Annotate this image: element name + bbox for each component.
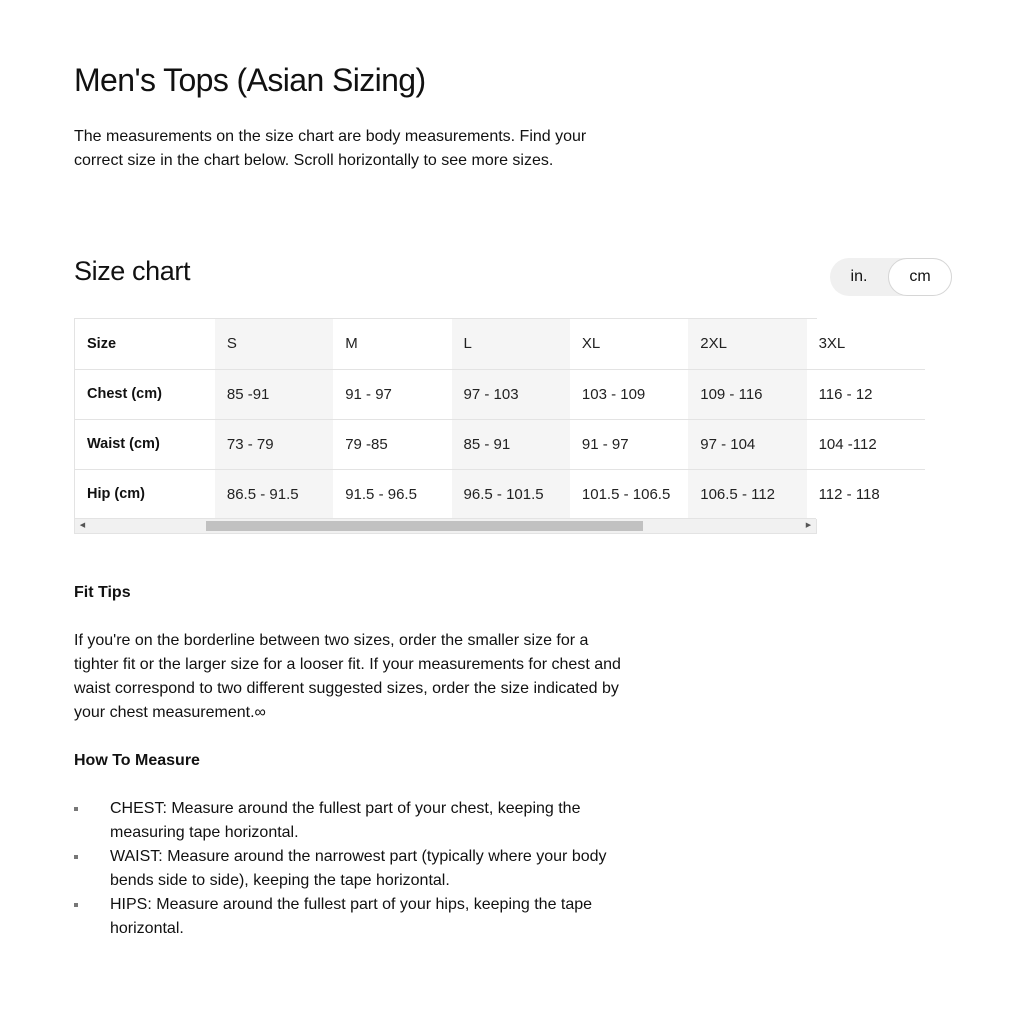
intro-text: The measurements on the size chart are body measurements. Find your correct size in the chart below. Scroll horizontally to see more sizes. — [74, 128, 587, 169]
table-cell: 116 - 12 — [807, 369, 925, 419]
size-chart-table-container[interactable] — [74, 318, 880, 534]
table-header-cell: L — [452, 319, 570, 369]
how-to-measure-list — [74, 797, 634, 941]
table-row-hip — [75, 469, 925, 519]
bullet-icon — [74, 807, 78, 811]
table-row-chest — [75, 369, 925, 419]
size-chart-table — [75, 319, 925, 519]
scroll-right-arrow-icon[interactable]: ▶ — [805, 522, 812, 529]
table-header-size: Size — [75, 319, 215, 369]
table-cell: 91 - 97 — [333, 369, 451, 419]
table-cell: 96.5 - 101.5 — [452, 469, 570, 519]
row-label-waist: Waist (cm) — [75, 419, 215, 469]
table-cell: 103 - 109 — [570, 369, 688, 419]
bullet-icon — [74, 855, 78, 859]
table-cell: 106.5 - 112 — [688, 469, 806, 519]
unit-inches-option[interactable]: in. — [850, 268, 868, 285]
table-cell: 73 - 79 — [215, 419, 333, 469]
size-chart-heading: Size chart — [74, 256, 191, 286]
table-header-cell: XL — [570, 319, 688, 369]
table-cell: 101.5 - 106.5 — [570, 469, 688, 519]
list-item — [74, 797, 634, 845]
list-item — [74, 893, 634, 941]
table-cell: 85 - 91 — [452, 419, 570, 469]
unit-toggle — [830, 258, 952, 296]
table-cell: 91 - 97 — [570, 419, 688, 469]
unit-cm-option[interactable]: cm — [888, 258, 952, 296]
table-cell: 104 -112 — [807, 419, 925, 469]
table-header-cell: M — [333, 319, 451, 369]
row-label-hip: Hip (cm) — [75, 469, 215, 519]
table-cell: 97 - 104 — [688, 419, 806, 469]
list-item-text: CHEST: Measure around the fullest part of your chest, keeping the measuring tape horizontal. — [110, 800, 581, 841]
bullet-icon — [74, 903, 78, 907]
table-cell: 97 - 103 — [452, 369, 570, 419]
table-cell: 86.5 - 91.5 — [215, 469, 333, 519]
table-row-waist — [75, 419, 925, 469]
horizontal-scrollbar[interactable] — [75, 518, 816, 533]
list-item — [74, 845, 634, 893]
table-header-cell: S — [215, 319, 333, 369]
table-cell: 109 - 116 — [688, 369, 806, 419]
table-cell: 112 - 118 — [807, 469, 925, 519]
fit-tips-text: If you're on the borderline between two sizes, order the smaller size for a tighter fit or the larger size for a looser fit. If your measurements for chest and waist correspond to two different suggested sizes, order the size indicated by your chest measurement.∞ — [74, 632, 621, 721]
scroll-left-arrow-icon[interactable]: ◀ — [79, 522, 86, 529]
table-header-cell: 2XL — [688, 319, 806, 369]
list-item-text: WAIST: Measure around the narrowest part (typically where your body bends side to side), keeping the tape horizontal. — [110, 848, 607, 889]
page-title: Men's Tops (Asian Sizing) — [74, 62, 426, 98]
list-item-text: HIPS: Measure around the fullest part of your hips, keeping the tape horizontal. — [110, 896, 593, 937]
table-cell: 79 -85 — [333, 419, 451, 469]
table-cell: 85 -91 — [215, 369, 333, 419]
scrollbar-thumb[interactable] — [206, 521, 643, 531]
table-row-size — [75, 319, 925, 369]
table-cell: 91.5 - 96.5 — [333, 469, 451, 519]
how-to-measure-heading: How To Measure — [74, 752, 200, 769]
row-label-chest: Chest (cm) — [75, 369, 215, 419]
fit-tips-heading: Fit Tips — [74, 584, 131, 601]
table-header-cell: 3XL — [807, 319, 925, 369]
